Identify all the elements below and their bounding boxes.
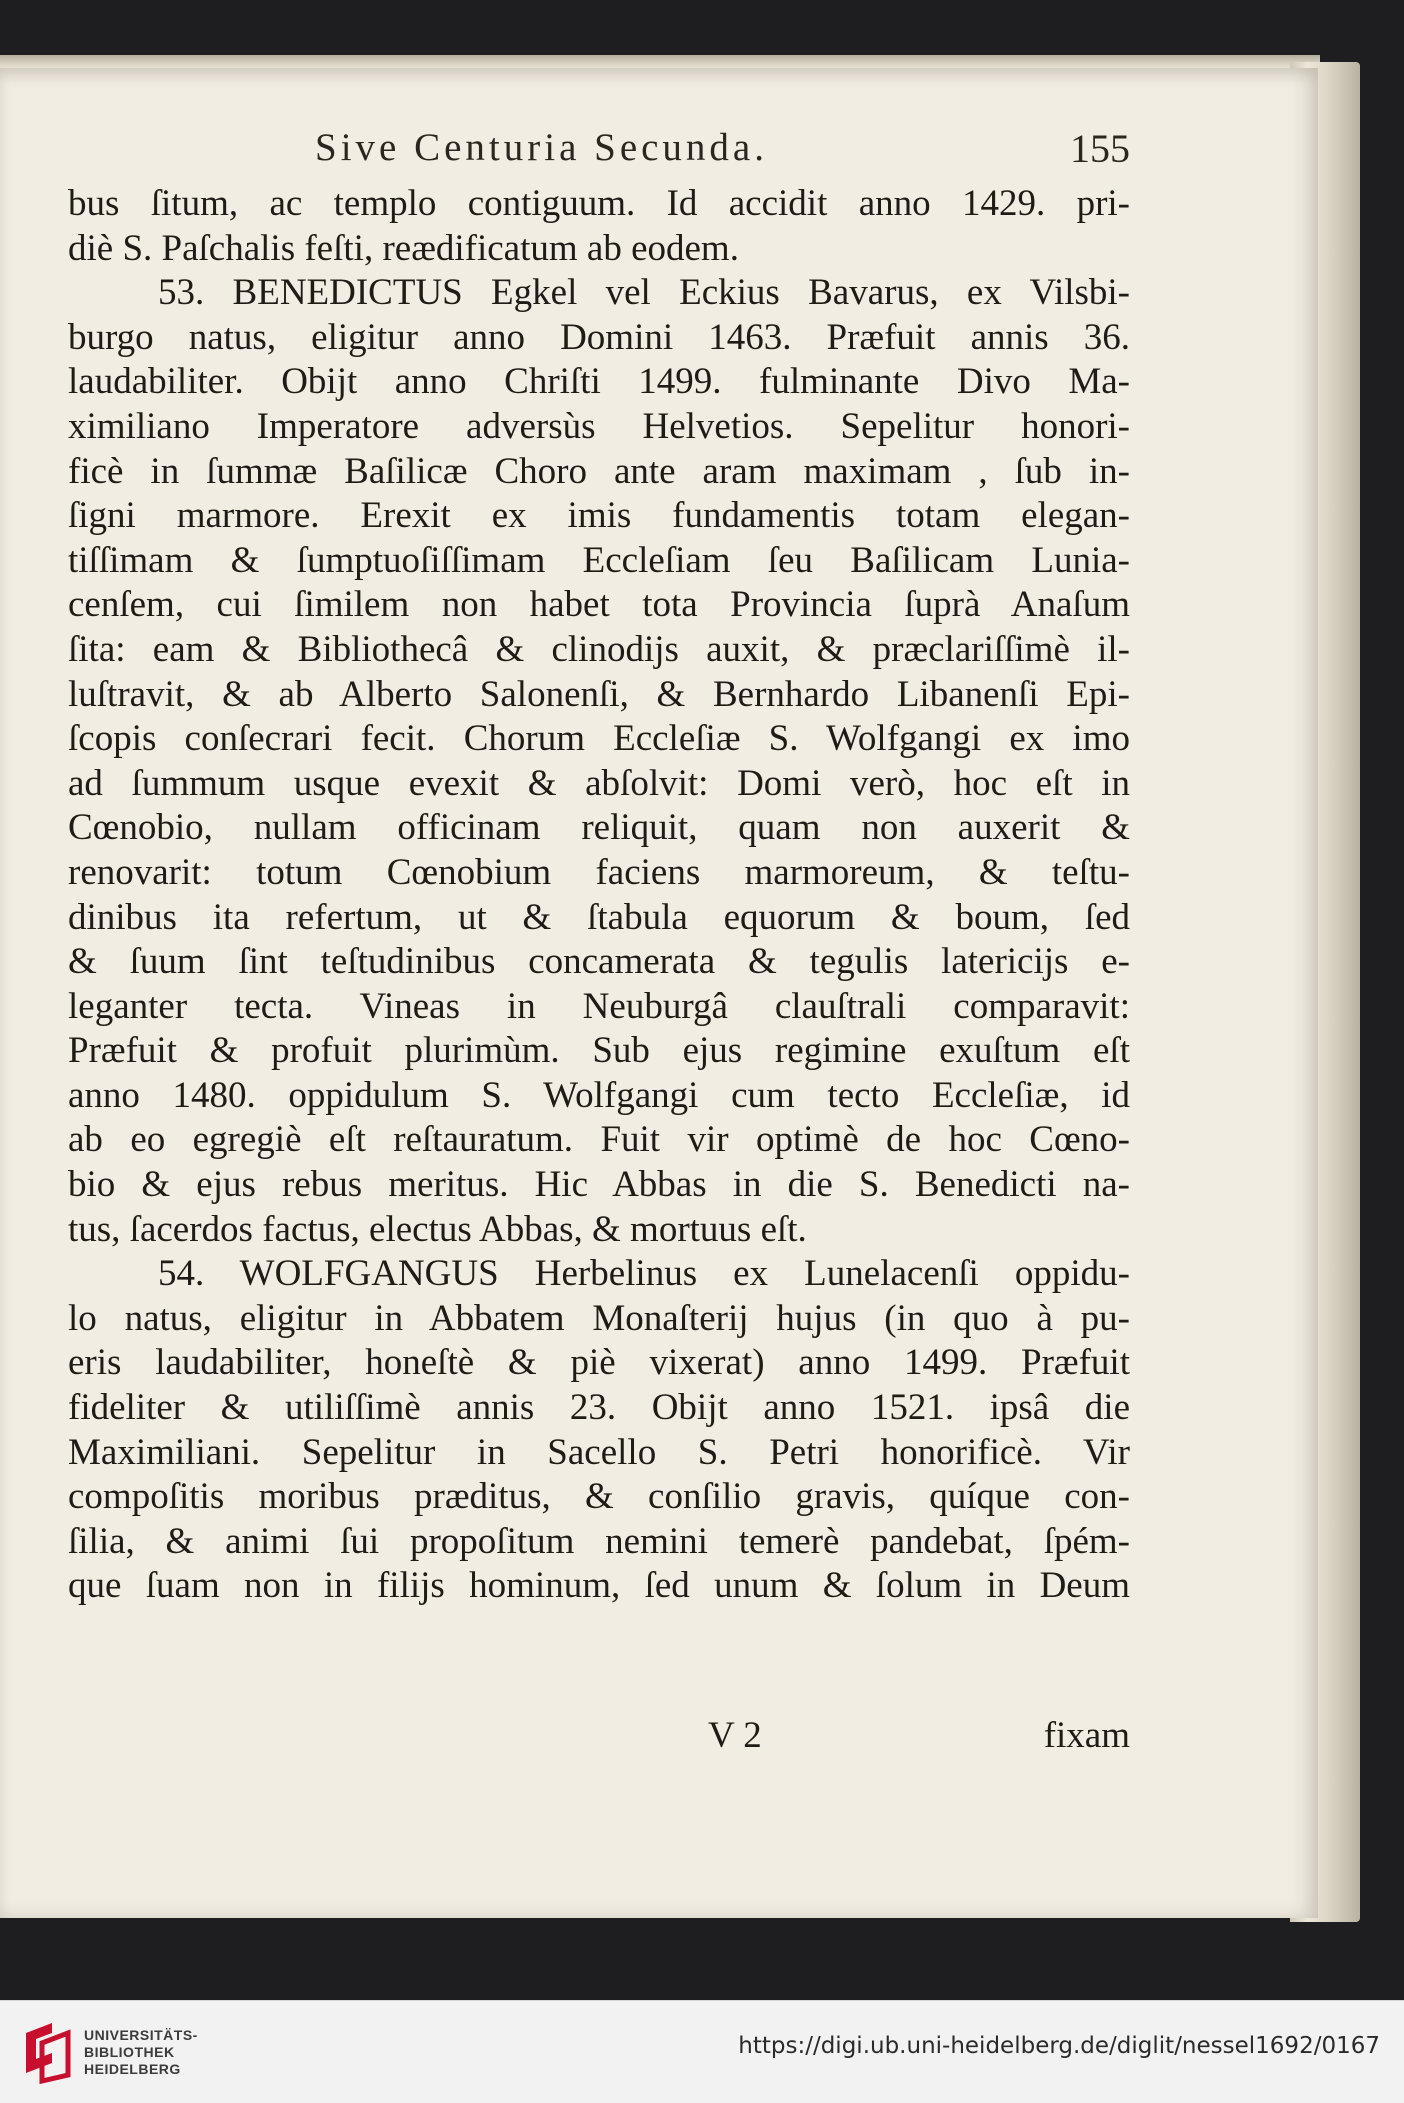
library-logo-text [84,2027,284,2078]
text-line: laudabiliter. Obijt anno Chriſti 1499. fulminante Divo Ma- [68,361,1130,403]
library-logo[interactable] [22,2019,322,2085]
text-line: Maximiliani. Sepelitur in Sacello S. Petri honorificè. Vir [68,1431,1130,1473]
text-line: diè S. Paſchalis feſti, reædificatum ab eodem. [68,227,739,269]
viewer-footer [0,2000,1404,2103]
text-line: dinibus ita refertum, ut & ſtabula equorum & boum, ſed [68,896,1130,938]
running-head: Sive Centuria Secunda. [315,126,768,169]
text-line: compoſitis moribus præditus, & conſilio gravis, quíque con- [68,1476,1130,1518]
catchword: fixam [1043,1715,1130,1756]
text-line: 53. BENEDICTUS Egkel vel Eckius Bavarus, ex Vilsbi- [158,272,1130,314]
page-number: 155 [1070,126,1130,171]
text-line: ficè in ſummæ Baſilicæ Choro ante aram maximam , ſub in- [68,450,1130,492]
logo-line-1: UNIVERSITÄTS- [84,2027,198,2043]
text-line: fideliter & utiliſſimè annis 23. Obijt anno 1521. ipsâ die [68,1387,1130,1429]
text-line: luſtravit, & ab Alberto Salonenſi, & Bernhardo Libanenſi Epi- [68,673,1130,715]
text-line: tiſſimam & ſumptuoſiſſimam Eccleſiam ſeu Baſilicam Lunia- [68,539,1130,581]
library-logo-icon [22,2019,72,2085]
text-line: anno 1480. oppidulum S. Wolfgangi cum tecto Eccleſiæ, id [68,1074,1130,1116]
text-line: que ſuam non in filijs hominum, ſed unum & ſolum in Deum [68,1565,1130,1607]
text-line: ximiliano Imperatore adversùs Helvetios. Sepelitur honori- [68,405,1130,447]
text-line: tus, ſacerdos factus, electus Abbas, & mortuus eſt. [68,1208,807,1250]
permalink-url[interactable]: https://digi.ub.uni-heidelberg.de/diglit/nessel1692/0167 [738,2033,1380,2059]
text-line: & ſuum ſint teſtudinibus concamerata & tegulis latericijs e- [68,941,1130,983]
body-text [68,182,1130,1609]
logo-line-2: BIBLIOTHEK [84,2044,175,2060]
text-line: ſilia, & animi ſui propoſitum nemini temerè pandebat, ſpém- [68,1520,1130,1562]
text-line: ſita: eam & Bibliothecâ & clinodijs auxit, & præclariſſimè il- [68,628,1130,670]
text-line: ſcopis conſecrari fecit. Chorum Eccleſiæ S. Wolfgangi ex imo [68,718,1130,760]
text-line: cenſem, cui ſimilem non habet tota Provincia ſuprà Anaſum [68,584,1130,626]
page-foot [68,1714,1130,1764]
text-line: ſigni marmore. Erexit ex imis fundamentis totam elegan- [68,495,1130,537]
text-line: bio & ejus rebus meritus. Hic Abbas in die S. Benedicti na- [68,1164,1130,1206]
text-line: ab eo egregiè eſt reſtauratum. Fuit vir optimè de hoc Cœno- [68,1119,1130,1161]
text-line: leganter tecta. Vineas in Neuburgâ clauſtrali comparavit: [68,985,1130,1027]
text-line: bus ſitum, ac templo contiguum. Id accidit anno 1429. pri- [68,183,1130,224]
text-line: ad ſummum usque evexit & abſolvit: Domi verò, hoc eſt in [68,762,1130,804]
text-line: renovarit: totum Cœnobium faciens marmoreum, & teſtu- [68,851,1130,893]
logo-line-3: HEIDELBERG [84,2061,181,2077]
text-line: 54. WOLFGANGUS Herbelinus ex Lunelacenſi oppidu- [158,1253,1130,1295]
signature-mark: V 2 [708,1715,762,1756]
text-line: burgo natus, eligitur anno Domini 1463. Præfuit annis 36. [68,316,1130,358]
text-line: Præfuit & profuit plurimùm. Sub ejus regimine exuſtum eſt [68,1030,1130,1072]
text-line: lo natus, eligitur in Abbatem Monaſterij hujus (in quo à pu- [68,1297,1130,1339]
text-line: Cœnobio, nullam officinam reliquit, quam non auxerit & [68,807,1130,849]
text-line: eris laudabiliter, honeſtè & piè vixerat) anno 1499. Præfuit [68,1342,1130,1384]
